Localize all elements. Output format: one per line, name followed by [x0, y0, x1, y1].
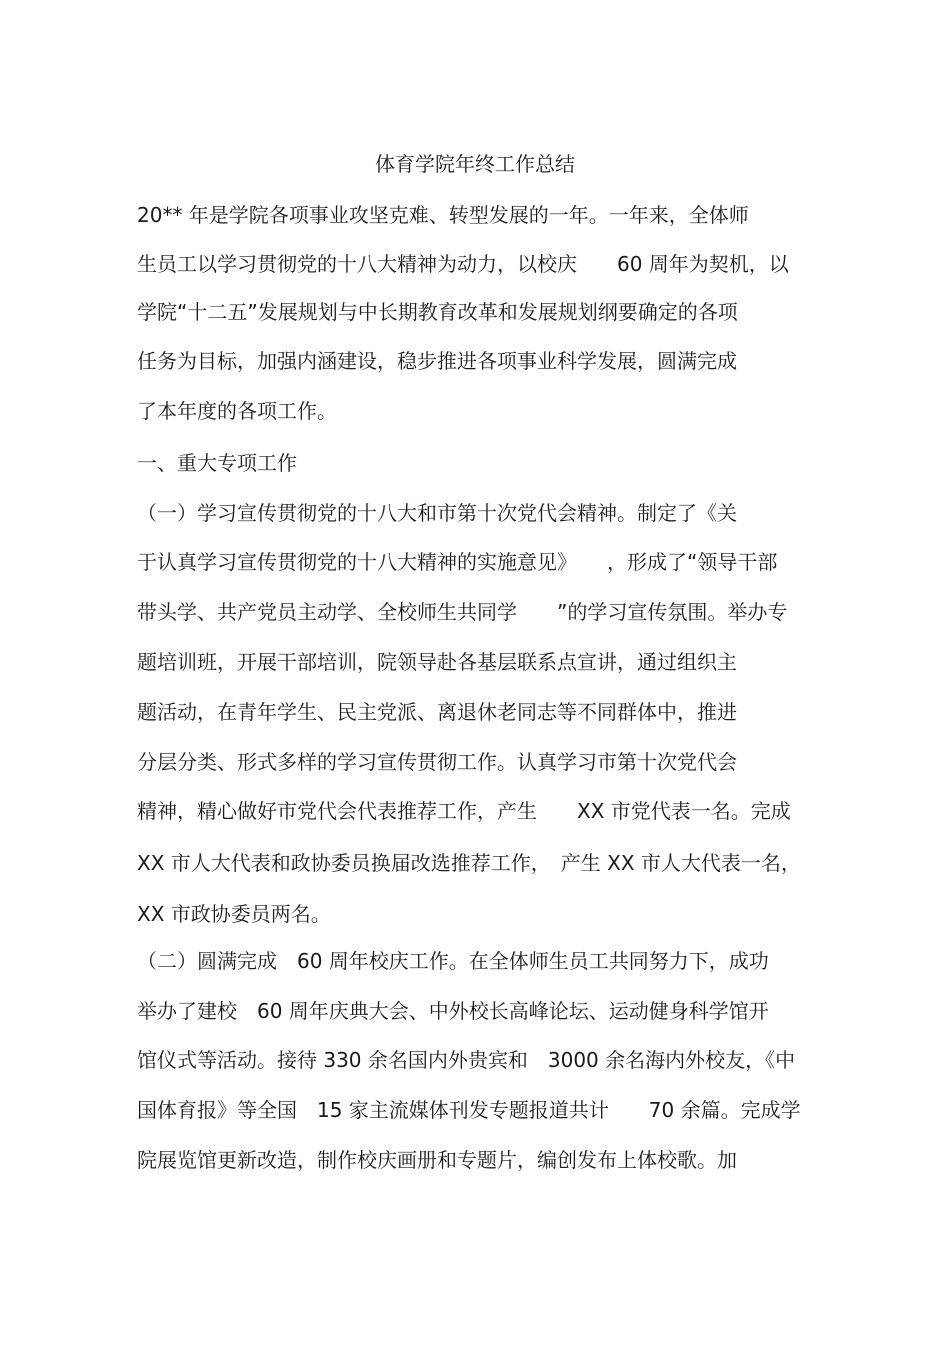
- section-heading: 一、重大专项工作: [137, 451, 297, 475]
- paragraph-line: 20** 年是学院各项事业攻坚克难、转型发展的一年。一年来，全体师: [137, 203, 749, 227]
- paragraph-line: 带头学、共产党员主动学、全校师生共同学 ”的学习宣传氛围。举办专: [137, 600, 788, 624]
- paragraph-line: 学院“十二五”发展规划与中长期教育改革和发展规划纲要确定的各项: [137, 300, 738, 324]
- paragraph-line: （二）圆满完成 60 周年校庆工作。在全体师生员工共同努力下，成功: [137, 949, 769, 973]
- paragraph-line: 了本年度的各项工作。: [137, 399, 337, 423]
- paragraph-line: 题活动，在青年学生、民主党派、离退休老同志等不同群体中，推进: [137, 700, 737, 724]
- paragraph-line: 精神，精心做好市党代会代表推荐工作，产生 XX 市党代表一名。完成: [137, 799, 791, 823]
- document-title: 体育学院年终工作总结: [375, 152, 575, 176]
- paragraph-line: 分层分类、形式多样的学习宣传贯彻工作。认真学习市第十次党代会: [137, 750, 737, 774]
- paragraph-line: XX 市人大代表和政协委员换届改选推荐工作， 产生 XX 市人大代表一名，: [137, 851, 801, 875]
- paragraph-line: 生员工以学习贯彻党的十八大精神为动力，以校庆 60 周年为契机，以: [137, 252, 789, 276]
- paragraph-line: 任务为目标，加强内涵建设，稳步推进各项事业科学发展，圆满完成: [137, 349, 737, 373]
- paragraph-line: 国体育报》等全国 15 家主流媒体刊发专题报道共计 70 余篇。完成学: [137, 1098, 801, 1122]
- paragraph-line: 院展览馆更新改造，制作校庆画册和专题片，编创发布上体校歌。加: [137, 1148, 737, 1172]
- paragraph-line: 题培训班，开展干部培训，院领导赴各基层联系点宣讲，通过组织主: [137, 650, 737, 674]
- paragraph-line: 馆仪式等活动。接待 330 余名国内外贵宾和 3000 余名海内外校友，《中: [137, 1048, 796, 1072]
- paragraph-line: 举办了建校 60 周年庆典大会、中外校长高峰论坛、运动健身科学馆开: [137, 999, 769, 1023]
- paragraph-line: XX 市政协委员两名。: [137, 902, 331, 926]
- paragraph-line: （一）学习宣传贯彻党的十八大和市第十次党代会精神。制定了《关: [137, 501, 737, 525]
- paragraph-line: 于认真学习宣传贯彻党的十八大精神的实施意见》 ，形成了“领导干部: [137, 550, 778, 574]
